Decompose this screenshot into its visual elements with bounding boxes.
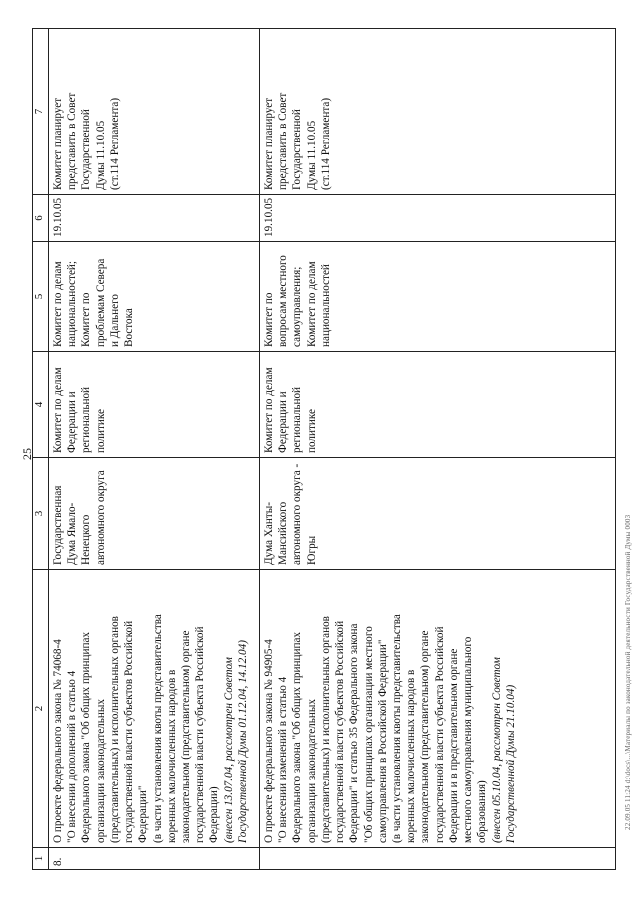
bill-subject-cell	[260, 570, 616, 848]
row-number: 8.	[49, 848, 260, 870]
bill-submission-meta: (внесен 13.07.04, рассмотрен Советом Государственной Думы 01.12.04, 14.12.04)	[222, 640, 249, 843]
column-number: 7	[33, 29, 49, 195]
initiator: Дума Ханты- Мансийского автономного округа - Югры	[260, 458, 616, 570]
column-number: 6	[33, 195, 49, 242]
bill-subject: О проекте федерального закона № 74068-4 "О внесении дополнений в статью 4 Федерального закона "Об общих принципах организации законодательных (представительных) и исполнительных органов государственной власти субъектов Российской Федерации" (в части установления квоты представительства коренных малочисленных народов в законодательном (представительном) органе государственной власти субъекта Российской Федерации)	[52, 614, 221, 843]
column-number: 2	[33, 570, 49, 848]
status-note: Комитет планирует представить в Совет Государственной Думы 11.10.05 (ст.114 Регламента)	[49, 29, 260, 195]
column-number: 5	[33, 242, 49, 352]
bill-subject: О проекте федерального закона № 94905-4 "О внесении изменений в статью 4 Федерального закона "Об общих принципах организации законодательных (представительных) и исполнительных органов государственной власти субъектов Российской Федерации" и статью 35 Федерального закона "Об общих принципах организации местного самоуправления в Российской Федерации" (в части установления квоты представительства коренных малочисленных народов в законодательном (представительном) органе государственной власти субъекта Российской Федерации и в представительном органе местного самоуправления муниципального образования)	[263, 614, 489, 843]
co-executor-committees: Комитет по делам национальностей; Комитет по проблемам Севера и Дальнего Востока	[49, 242, 260, 352]
table-row	[260, 29, 616, 870]
table-row	[49, 29, 260, 870]
deadline-date: 19.10.05	[49, 195, 260, 242]
page-number: 25	[20, 448, 34, 460]
legislation-table	[32, 28, 616, 870]
co-executor-committees: Комитет по вопросам местного самоуправления; Комитет по делам национальностей	[260, 242, 616, 352]
deadline-date: 19.10.05	[260, 195, 616, 242]
bill-subject-cell	[49, 570, 260, 848]
row-number	[260, 848, 616, 870]
column-number-row	[33, 29, 49, 870]
responsible-committee: Комитет по делам Федерации и региональной политике	[260, 352, 616, 458]
column-number: 4	[33, 352, 49, 458]
responsible-committee: Комитет по делам Федерации и региональной политике	[49, 352, 260, 458]
bill-submission-meta: (внесен 05.10.04, рассмотрен Советом Государственной Думы 21.10.04)	[490, 657, 517, 843]
footer-file-path: 22.09.05 11:24 d:\docs\...\Материалы по законодательной деятельности Государственной Думы 0003	[624, 514, 632, 830]
status-note: Комитет планирует представить в Совет Государственной Думы 11.10.05 (ст.114 Регламента)	[260, 29, 616, 195]
column-number: 1	[33, 848, 49, 870]
initiator: Государственная Дума Ямало- Ненецкого автономного округа	[49, 458, 260, 570]
column-number: 3	[33, 458, 49, 570]
